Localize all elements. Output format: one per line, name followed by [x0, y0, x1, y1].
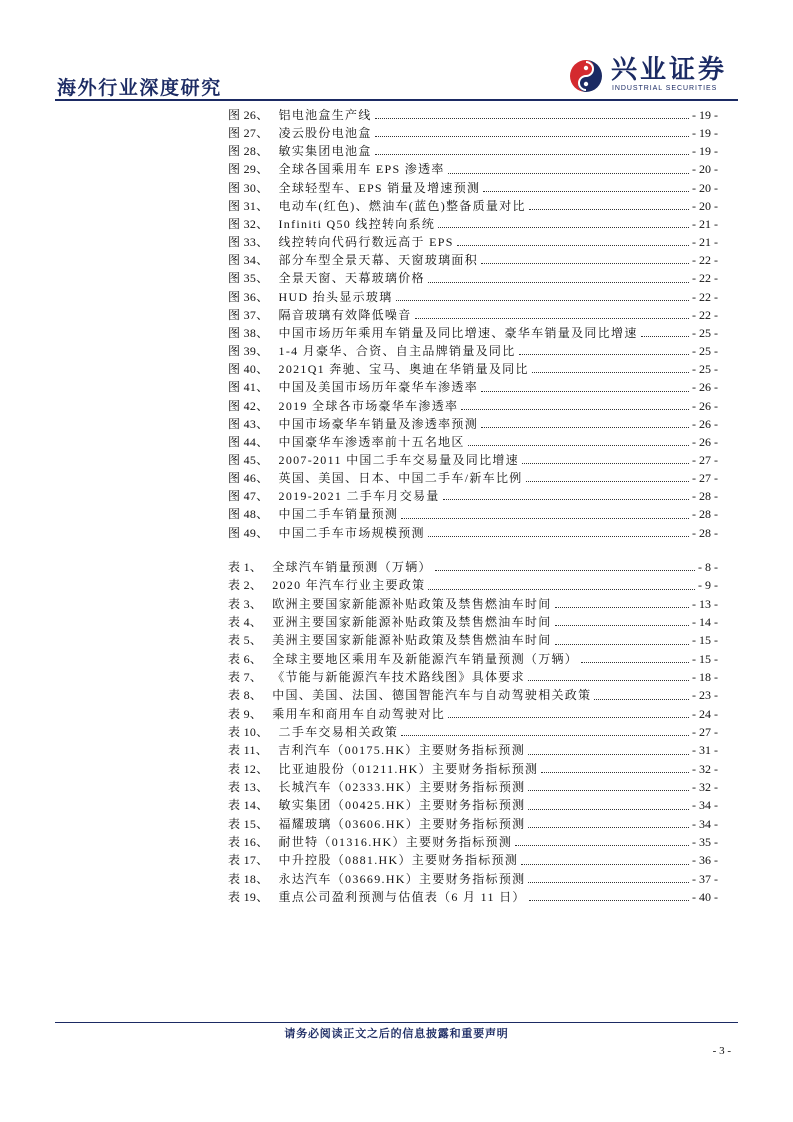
toc-entry-title: 敏实集团（00425.HK）主要财务指标预测: [278, 798, 526, 813]
toc-entry-page: - 23 -: [692, 688, 718, 703]
toc-entry-page: - 19 -: [692, 144, 718, 159]
toc-entry-label: 图 37、: [228, 307, 269, 322]
toc-dot-leader: [468, 445, 689, 446]
toc-entry-title: 全球各国乘用车 EPS 渗透率: [278, 162, 445, 177]
toc-entry-page: - 26 -: [692, 434, 718, 449]
toc-entry-label: 图 40、: [228, 362, 269, 377]
toc-dot-leader: [481, 391, 689, 392]
table-toc-entry[interactable]: [228, 723, 718, 741]
figure-toc-entry[interactable]: [228, 342, 718, 360]
toc-entry-title: 2021Q1 奔驰、宝马、奥迪在华销量及同比: [278, 362, 529, 377]
figure-toc-entry[interactable]: [228, 397, 718, 415]
toc-entry-page: - 26 -: [692, 380, 718, 395]
footer-divider: [55, 1022, 738, 1023]
figure-toc-entry[interactable]: [228, 360, 718, 378]
brand-name-english: INDUSTRIAL SECURITIES: [612, 85, 718, 92]
toc-dot-leader: [581, 662, 689, 663]
figure-toc-entry[interactable]: [228, 306, 718, 324]
toc-dot-leader: [528, 882, 689, 883]
toc-entry-page: - 31 -: [692, 743, 718, 758]
toc-entry-page: - 36 -: [692, 853, 718, 868]
figure-toc-entry[interactable]: [228, 233, 718, 251]
toc-entry-title: 中国及美国市场历年豪华车渗透率: [278, 380, 479, 395]
toc-entry-title: 2019 全球各市场豪华车渗透率: [278, 398, 459, 413]
toc-entry-title: 美洲主要国家新能源补贴政策及禁售燃油车时间: [272, 633, 552, 648]
toc-entry-label: 图 48、: [228, 507, 269, 522]
toc-entry-label: 图 34、: [228, 253, 269, 268]
toc-entry-page: - 32 -: [692, 779, 718, 794]
toc-dot-leader: [515, 845, 689, 846]
toc-dot-leader: [448, 173, 689, 174]
toc-entry-title: 部分车型全景天幕、天窗玻璃面积: [278, 253, 479, 268]
toc-entry-label: 表 10、: [228, 724, 269, 739]
toc-dot-leader: [555, 625, 689, 626]
toc-entry-title: 永达汽车（03669.HK）主要财务指标预测: [278, 871, 526, 886]
toc-entry-page: - 35 -: [692, 834, 718, 849]
table-toc-entry[interactable]: [228, 833, 718, 851]
table-toc-entry[interactable]: [228, 851, 718, 869]
toc-entry-label: 表 2、: [228, 578, 263, 593]
toc-dot-leader: [594, 699, 689, 700]
toc-entry-label: 图 45、: [228, 452, 269, 467]
toc-entry-label: 表 15、: [228, 816, 269, 831]
toc-entry-title: 福耀玻璃（03606.HK）主要财务指标预测: [278, 816, 526, 831]
toc-dot-leader: [528, 827, 689, 828]
toc-entry-label: 表 7、: [228, 669, 263, 684]
table-toc-list: [228, 558, 718, 906]
table-toc-entry[interactable]: [228, 705, 718, 723]
toc-entry-page: - 40 -: [692, 889, 718, 904]
toc-dot-leader: [375, 136, 689, 137]
toc-entry-title: 英国、美国、日本、中国二手车/新车比例: [278, 471, 523, 486]
toc-entry-page: - 22 -: [692, 253, 718, 268]
toc-dot-leader: [448, 717, 689, 718]
toc-dot-leader: [375, 154, 689, 155]
toc-entry-page: - 19 -: [692, 108, 718, 122]
toc-entry-page: - 32 -: [692, 761, 718, 776]
toc-dot-leader: [526, 481, 689, 482]
toc-entry-label: 表 14、: [228, 798, 269, 813]
brand-name-chinese: 兴业证券: [611, 55, 728, 85]
toc-entry-title: 全球主要地区乘用车及新能源汽车销量预测（万辆）: [272, 651, 579, 666]
toc-entry-title: 耐世特（01316.HK）主要财务指标预测: [278, 834, 513, 849]
header-divider: [55, 99, 738, 101]
toc-entry-label: 图 33、: [228, 235, 269, 250]
toc-dot-leader: [401, 518, 689, 519]
toc-entry-page: - 37 -: [692, 871, 718, 886]
toc-entry-title: 中国市场历年乘用车销量及同比增速、豪华车销量及同比增速: [278, 325, 638, 340]
toc-entry-label: 表 17、: [228, 853, 269, 868]
toc-entry-label: 图 43、: [228, 416, 269, 431]
toc-entry-title: 铝电池盒生产线: [278, 108, 372, 122]
toc-entry-page: - 28 -: [692, 489, 718, 504]
toc-dot-leader: [438, 227, 689, 228]
toc-entry-page: - 21 -: [692, 235, 718, 250]
toc-entry-page: - 19 -: [692, 126, 718, 141]
toc-entry-label: 图 44、: [228, 434, 269, 449]
table-toc-entry[interactable]: [228, 558, 718, 576]
toc-entry-title: 中国市场豪华车销量及渗透率预测: [278, 416, 479, 431]
toc-entry-title: 全景天窗、天幕玻璃价格: [278, 271, 425, 286]
table-toc-entry[interactable]: [228, 650, 718, 668]
toc-entry-label: 表 18、: [228, 871, 269, 886]
toc-entry-title: Infiniti Q50 线控转向系统: [278, 216, 436, 231]
table-toc-entry[interactable]: [228, 815, 718, 833]
figure-toc-entry[interactable]: [228, 415, 718, 433]
figure-toc-entry[interactable]: [228, 451, 718, 469]
toc-entry-label: 表 4、: [228, 614, 263, 629]
toc-dot-leader: [443, 499, 689, 500]
toc-entry-page: - 25 -: [692, 325, 718, 340]
toc-entry-page: - 22 -: [692, 307, 718, 322]
toc-entry-page: - 27 -: [692, 452, 718, 467]
table-toc-entry[interactable]: [228, 613, 718, 631]
report-category-title: 海外行业深度研究: [57, 77, 222, 99]
toc-dot-leader: [519, 354, 689, 355]
toc-entry-title: 欧洲主要国家新能源补贴政策及禁售燃油车时间: [272, 596, 552, 611]
table-toc-entry[interactable]: [228, 778, 718, 796]
toc-dot-leader: [529, 900, 689, 901]
toc-entry-title: 中国、美国、法国、德国智能汽车与自动驾驶相关政策: [272, 688, 592, 703]
page-number: - 3 -: [712, 1045, 731, 1057]
toc-dot-leader: [521, 864, 689, 865]
toc-entry-label: 图 39、: [228, 344, 269, 359]
toc-dot-leader: [457, 245, 689, 246]
toc-dot-leader: [532, 372, 689, 373]
toc-entry-page: - 22 -: [692, 289, 718, 304]
figure-toc-entry[interactable]: [228, 251, 718, 269]
toc-entry-label: 图 29、: [228, 162, 269, 177]
toc-dot-leader: [529, 209, 689, 210]
figure-toc-entry[interactable]: [228, 378, 718, 396]
toc-dot-leader: [428, 536, 689, 537]
toc-entry-title: 隔音玻璃有效降低噪音: [278, 307, 412, 322]
toc-dot-leader: [375, 118, 689, 119]
table-toc-entry[interactable]: [228, 595, 718, 613]
footer-disclaimer: 请务必阅读正文之后的信息披露和重要声明: [284, 1027, 509, 1040]
toc-entry-label: 图 31、: [228, 198, 269, 213]
table-toc-entry[interactable]: [228, 631, 718, 649]
toc-entry-label: 图 36、: [228, 289, 269, 304]
toc-entry-page: - 20 -: [692, 180, 718, 195]
toc-entry-page: - 28 -: [692, 525, 718, 540]
toc-entry-label: 图 46、: [228, 471, 269, 486]
toc-entry-label: 表 5、: [228, 633, 263, 648]
toc-entry-label: 图 30、: [228, 180, 269, 195]
toc-entry-page: - 34 -: [692, 798, 718, 813]
toc-dot-leader: [428, 589, 695, 590]
toc-dot-leader: [528, 680, 689, 681]
toc-entry-title: 2019-2021 二手车月交易量: [278, 489, 440, 504]
toc-dot-leader: [415, 318, 689, 319]
toc-dot-leader: [401, 735, 689, 736]
toc-entry-page: - 20 -: [692, 162, 718, 177]
toc-entry-page: - 18 -: [692, 669, 718, 684]
toc-entry-label: 表 6、: [228, 651, 263, 666]
table-toc-entry[interactable]: [228, 760, 718, 778]
toc-entry-page: - 20 -: [692, 198, 718, 213]
toc-entry-title: 1-4 月豪华、合资、自主品牌销量及同比: [278, 344, 516, 359]
toc-entry-page: - 28 -: [692, 507, 718, 522]
toc-dot-leader: [528, 790, 689, 791]
toc-dot-leader: [555, 607, 689, 608]
figure-toc-entry[interactable]: [228, 524, 718, 542]
figure-toc-entry[interactable]: [228, 269, 718, 287]
toc-dot-leader: [428, 282, 689, 283]
figure-toc-entry[interactable]: [228, 288, 718, 306]
toc-entry-title: 全球轻型车、EPS 销量及增速预测: [278, 180, 481, 195]
toc-entry-label: 表 9、: [228, 706, 263, 721]
toc-entry-page: - 15 -: [692, 651, 718, 666]
toc-entry-label: 图 26、: [228, 108, 269, 122]
toc-entry-label: 表 11、: [228, 743, 269, 758]
toc-entry-page: - 27 -: [692, 724, 718, 739]
toc-entry-page: - 24 -: [692, 706, 718, 721]
toc-entry-page: - 25 -: [692, 362, 718, 377]
toc-entry-title: 乘用车和商用车自动驾驶对比: [272, 706, 446, 721]
toc-entry-label: 表 12、: [228, 761, 269, 776]
toc-dot-leader: [541, 772, 689, 773]
toc-entry-title: 全球汽车销量预测（万辆）: [272, 560, 432, 574]
figure-toc-entry[interactable]: [228, 505, 718, 523]
toc-entry-title: 中国二手车市场规模预测: [278, 525, 425, 540]
toc-entry-title: 2020 年汽车行业主要政策: [272, 578, 426, 593]
toc-entry-label: 图 28、: [228, 144, 269, 159]
toc-entry-title: 亚洲主要国家新能源补贴政策及禁售燃油车时间: [272, 614, 552, 629]
toc-entry-title: 中国二手车销量预测: [278, 507, 399, 522]
toc-entry-title: 凌云股份电池盒: [278, 126, 372, 141]
toc-dot-leader: [481, 427, 689, 428]
toc-entry-label: 图 41、: [228, 380, 269, 395]
toc-entry-label: 图 42、: [228, 398, 269, 413]
table-toc-entry[interactable]: [228, 668, 718, 686]
table-toc-entry[interactable]: [228, 686, 718, 704]
toc-dot-leader: [522, 463, 689, 464]
toc-entry-page: - 9 -: [698, 578, 718, 593]
toc-entry-title: 中升控股（0881.HK）主要财务指标预测: [278, 853, 519, 868]
table-toc-entry[interactable]: [228, 576, 718, 594]
toc-entry-title: 吉利汽车（00175.HK）主要财务指标预测: [278, 743, 525, 758]
toc-entry-label: 表 19、: [228, 889, 269, 904]
toc-dot-leader: [641, 336, 689, 337]
table-toc-entry[interactable]: [228, 741, 718, 759]
toc-entry-label: 表 13、: [228, 779, 269, 794]
toc-dot-leader: [435, 570, 695, 571]
figure-toc-list: [228, 106, 718, 542]
toc-entry-title: 长城汽车（02333.HK）主要财务指标预测: [278, 779, 526, 794]
toc-entry-label: 图 32、: [228, 216, 269, 231]
figure-toc-entry[interactable]: [228, 160, 718, 178]
toc-entry-page: - 13 -: [692, 596, 718, 611]
toc-entry-page: - 27 -: [692, 471, 718, 486]
toc-entry-label: 图 47、: [228, 489, 269, 504]
toc-dot-leader: [528, 754, 689, 755]
toc-dot-leader: [483, 191, 689, 192]
table-toc-entry[interactable]: [228, 888, 718, 906]
toc-entry-title: 敏实集团电池盒: [278, 144, 372, 159]
toc-entry-label: 图 49、: [228, 525, 269, 540]
toc-entry-title: 《节能与新能源汽车技术路线图》具体要求: [272, 669, 525, 684]
toc-entry-label: 表 1、: [228, 560, 263, 574]
toc-entry-title: 2007-2011 中国二手车交易量及同比增速: [278, 452, 519, 467]
figure-toc-entry[interactable]: [228, 142, 718, 160]
toc-entry-label: 图 35、: [228, 271, 269, 286]
toc-entry-label: 表 16、: [228, 834, 269, 849]
table-toc-entry[interactable]: [228, 870, 718, 888]
toc-entry-title: 重点公司盈利预测与估值表（6 月 11 日）: [278, 889, 526, 904]
toc-entry-page: - 26 -: [692, 416, 718, 431]
figure-toc-entry[interactable]: [228, 106, 718, 124]
toc-entry-label: 表 8、: [228, 688, 263, 703]
figure-toc-entry[interactable]: [228, 487, 718, 505]
toc-entry-page: - 34 -: [692, 816, 718, 831]
figure-toc-entry[interactable]: [228, 433, 718, 451]
toc-entry-title: 中国豪华车渗透率前十五名地区: [278, 434, 465, 449]
toc-entry-page: - 21 -: [692, 216, 718, 231]
toc-entry-page: - 14 -: [692, 614, 718, 629]
figure-toc-entry[interactable]: [228, 197, 718, 215]
figure-toc-entry[interactable]: [228, 469, 718, 487]
toc-entry-title: HUD 抬头显示玻璃: [278, 289, 393, 304]
toc-entry-label: 图 27、: [228, 126, 269, 141]
table-toc-entry[interactable]: [228, 796, 718, 814]
toc-entry-title: 线控转向代码行数远高于 EPS: [278, 235, 454, 250]
figure-toc-entry[interactable]: [228, 324, 718, 342]
toc-entry-page: - 26 -: [692, 398, 718, 413]
toc-entry-page: - 8 -: [698, 560, 718, 574]
industrial-securities-logo-icon: [569, 59, 603, 93]
toc-entry-label: 图 38、: [228, 325, 269, 340]
toc-entry-title: 二手车交易相关政策: [278, 724, 399, 739]
toc-entry-page: - 15 -: [692, 633, 718, 648]
toc-entry-label: 表 3、: [228, 596, 263, 611]
figure-toc-entry[interactable]: [228, 179, 718, 197]
toc-entry-title: 比亚迪股份（01211.HK）主要财务指标预测: [278, 761, 539, 776]
toc-entry-title: 电动车(红色)、燃油车(蓝色)整备质量对比: [278, 198, 526, 213]
toc-dot-leader: [528, 809, 689, 810]
toc-dot-leader: [396, 300, 689, 301]
toc-dot-leader: [481, 263, 689, 264]
toc-dot-leader: [461, 409, 689, 410]
figure-toc-entry[interactable]: [228, 215, 718, 233]
figure-toc-entry[interactable]: [228, 124, 718, 142]
toc-dot-leader: [555, 644, 689, 645]
toc-entry-page: - 22 -: [692, 271, 718, 286]
toc-entry-page: - 25 -: [692, 344, 718, 359]
